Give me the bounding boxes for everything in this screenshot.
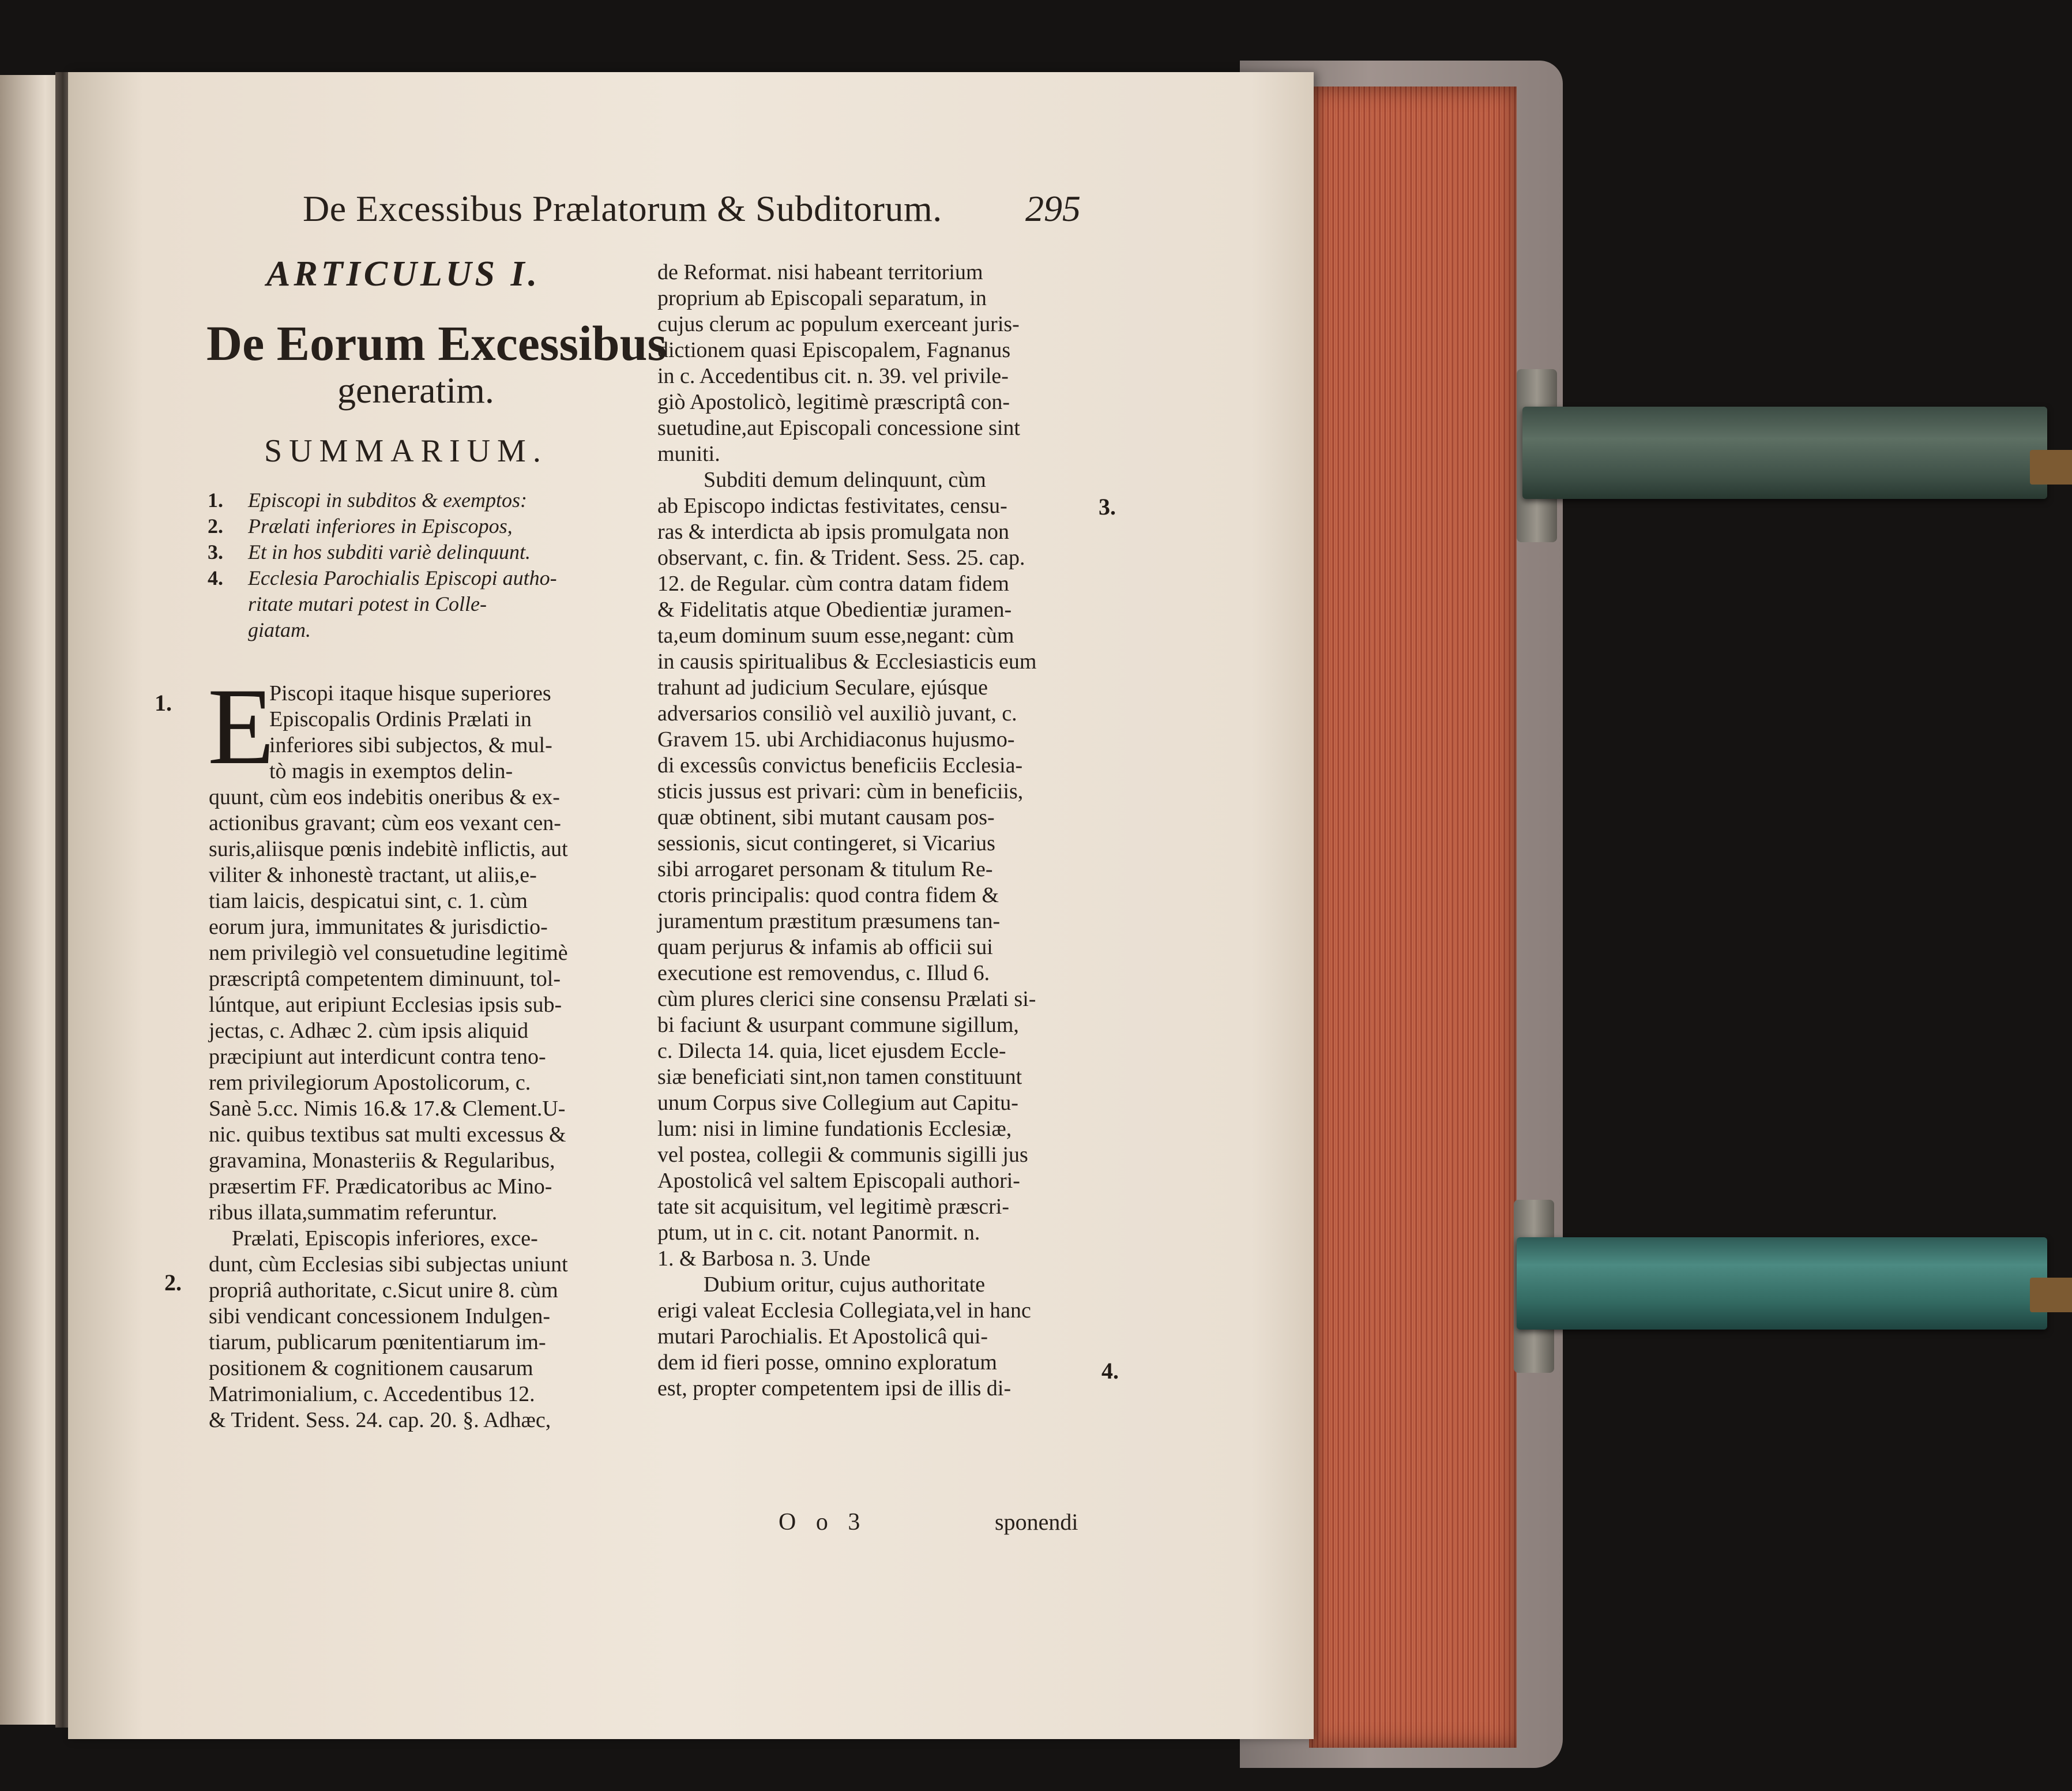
text-line: Episcopalis Ordinis Prælati in (269, 707, 532, 731)
text-line: ribus illata,summatim referuntur. (209, 1200, 498, 1225)
text-line: tiarum, publicarum pœnitentiarum im- (209, 1330, 546, 1354)
text-line: mutari Parochialis. Et Apostolicâ qui- (657, 1324, 988, 1349)
text-line: sticis jussus est privari: cùm in beneficiis, (657, 779, 1024, 803)
text-line: & Fidelitatis atque Obedientiæ juramen- (657, 598, 1012, 622)
text-line: observant, c. fin. & Trident. Sess. 25. cap. (657, 546, 1025, 570)
text-line: quæ obtinent, sibi mutant causam pos- (657, 805, 995, 829)
metal-clasp-bottom (1517, 1237, 2047, 1330)
article-title: De Eorum Excessibus (206, 316, 667, 371)
text-line: eorum jura, immunitates & jurisdictio- (209, 915, 548, 939)
signature-mark: O o 3 (779, 1509, 867, 1535)
text-line: Apostolicâ vel saltem Episcopali authori- (657, 1169, 1020, 1193)
text-line: Piscopi itaque hisque superiores (269, 681, 551, 705)
text-line: præsertim FF. Prædicatoribus ac Mino- (209, 1174, 552, 1199)
summary-item: 1. Episcopi in subditos & exemptos: (208, 489, 527, 512)
text-line: executione est removendus, c. Illud 6. (657, 961, 990, 985)
text-line: suris,aliisque pœnis indebitè inflictis, aut (209, 837, 568, 861)
text-line: ta,eum dominum suum esse,negant: cùm (657, 624, 1014, 648)
summary-list (208, 487, 557, 643)
text-line: lúntque, aut eripiunt Ecclesias ipsis sub- (209, 993, 562, 1017)
text-line: nic. quibus textibus sat multi excessus & (209, 1122, 566, 1147)
margin-number-4: 4. (1101, 1358, 1119, 1384)
text-line: in causis spiritualibus & Ecclesiasticis eum (657, 649, 1037, 674)
text-line: sibi vendicant concessionem Indulgen- (209, 1304, 551, 1328)
text-line: ras & interdicta ab ipsis promulgata non (657, 520, 1009, 544)
text-line: c. Dilecta 14. quia, licet ejusdem Eccle- (657, 1039, 1006, 1063)
text-line: rem privilegiorum Apostolicorum, c. (209, 1071, 531, 1095)
text-line: quunt, cùm eos indebitis oneribus & ex- (209, 785, 560, 809)
text-line: præscriptâ competentem diminuunt, tol- (209, 967, 561, 991)
text-line: 1. & Barbosa n. 3. Unde (657, 1246, 871, 1271)
text-line: Subditi demum delinquunt, cùm (704, 468, 986, 492)
text-line: est, propter competentem ipsi de illis di- (657, 1376, 1011, 1400)
summary-item: 4. Ecclesia Parochialis Episcopi autho- (208, 566, 557, 590)
article-label: ARTICULUS I. (266, 254, 541, 294)
text-line: cujus clerum ac populum exerceant juris- (657, 312, 1020, 336)
margin-number-2: 2. (164, 1270, 182, 1296)
article-subtitle: generatim. (337, 370, 494, 411)
text-line: Gravem 15. ubi Archidiaconus hujusmo- (657, 727, 1015, 752)
summary-item: 2. Prælati inferiores in Episcopos, (208, 515, 513, 538)
text-line: adversarios consiliò vel auxiliò juvant, c. (657, 701, 1017, 726)
text-line: de Reformat. nisi habeant territorium (657, 260, 983, 284)
text-line: muniti. (657, 442, 720, 466)
text-line: bi faciunt & usurpant commune sigillum, (657, 1013, 1019, 1037)
text-line: nem privilegiò vel consuetudine legitimè (209, 941, 568, 965)
drop-capital: E (208, 666, 275, 787)
left-text-column (209, 681, 568, 1433)
text-line: unum Corpus sive Collegium aut Capitu- (657, 1091, 1018, 1115)
text-line: trahunt ad judicium Seculare, ejúsque (657, 675, 988, 700)
text-line: Prælati, Episcopis inferiores, exce- (232, 1226, 538, 1251)
text-line: inferiores sibi subjectos, & mul- (269, 733, 552, 757)
text-line: propriâ authoritate, c.Sicut unire 8. cùm (209, 1278, 558, 1302)
text-line: jectas, c. Adhæc 2. cùm ipsis aliquid (209, 1019, 529, 1043)
text-line: tò magis in exemptos delin- (269, 759, 513, 783)
text-line: cùm plures clerici sine consensu Prælati si- (657, 987, 1036, 1011)
text-line: ctoris principalis: quod contra fidem & (657, 883, 999, 907)
text-line: sibi arrogaret personam & titulum Re- (657, 857, 993, 881)
text-line: giò Apostolicò, legitimè præscriptâ con- (657, 390, 1010, 414)
text-line: dunt, cùm Ecclesias sibi subjectas uniunt (209, 1252, 568, 1276)
text-line: erigi valeat Ecclesia Collegiata,vel in hanc (657, 1298, 1031, 1323)
summary-item: ritate mutari potest in Colle- (248, 592, 487, 615)
text-line: proprium ab Episcopali separatum, in (657, 286, 987, 310)
text-line: suetudine,aut Episcopali concessione sint (657, 416, 1020, 440)
text-line: actionibus gravant; cùm eos vexant cen- (209, 811, 561, 835)
text-line: in c. Accedentibus cit. n. 39. vel privile- (657, 364, 1009, 388)
text-line: Matrimonialium, c. Accedentibus 12. (209, 1382, 535, 1406)
text-line: dem id fieri posse, omnino exploratum (657, 1350, 997, 1375)
metal-clasp-top (1522, 407, 2047, 499)
text-line: juramentum præstitum præsumens tan- (657, 909, 1001, 933)
clasp-tip-top (2030, 450, 2072, 485)
clasp-tip-bottom (2030, 1278, 2072, 1312)
text-line: di excessûs convictus beneficiis Ecclesia- (657, 753, 1023, 778)
text-line: dictionem quasi Episcopalem, Fagnanus (657, 338, 1011, 362)
text-line: gravamina, Monasteriis & Regularibus, (209, 1148, 555, 1173)
text-line: viliter & inhonestè tractant, ut aliis,e- (209, 863, 537, 887)
text-line: tate sit acquisitum, vel legitimè præscri- (657, 1195, 1009, 1219)
running-head: De Excessibus Prælatorum & Subditorum. (303, 188, 942, 229)
text-line: Sanè 5.cc. Nimis 16.& 17.& Clement.U- (209, 1097, 566, 1121)
text-line: sessionis, sicut contingeret, si Vicarius (657, 831, 995, 855)
text-line: vel postea, collegii & communis sigilli jus (657, 1143, 1028, 1167)
summary-item: 3. Et in hos subditi variè delinquunt. (208, 540, 531, 564)
text-line: quam perjurus & infamis ab officii sui (657, 935, 993, 959)
summary-item: giatam. (248, 618, 311, 641)
text-line: præcipiunt aut interdicunt contra teno- (209, 1045, 546, 1069)
margin-number-3: 3. (1099, 494, 1116, 520)
summary-heading: SUMMARIUM. (264, 433, 548, 469)
text-line: siæ beneficiati sint,non tamen constituunt (657, 1065, 1022, 1089)
text-line: & Trident. Sess. 24. cap. 20. §. Adhæc, (209, 1408, 551, 1432)
page-number: 295 (1025, 188, 1081, 229)
right-text-column (657, 260, 1037, 1402)
red-page-edges (1309, 87, 1517, 1748)
text-line: tiam laicis, despicatui sint, c. 1. cùm (209, 889, 528, 913)
text-line: ptum, ut in c. cit. notant Panormit. n. (657, 1221, 980, 1245)
text-line: ab Episcopo indictas festivitates, censu- (657, 494, 1007, 518)
text-line: positionem & cognitionem causarum (209, 1356, 533, 1380)
catchword: sponendi (995, 1509, 1078, 1535)
margin-number-1: 1. (155, 690, 172, 716)
text-line: lum: nisi in limine fundationis Ecclesiæ, (657, 1117, 1012, 1141)
text-line: 12. de Regular. cùm contra datam fidem (657, 572, 1009, 596)
text-line: Dubium oritur, cujus authoritate (704, 1272, 986, 1297)
